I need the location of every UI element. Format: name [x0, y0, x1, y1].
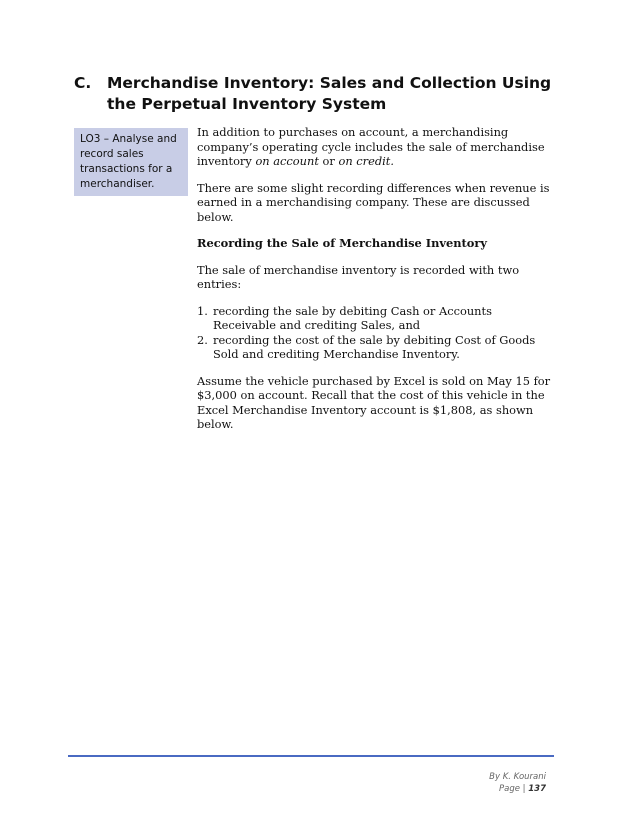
paragraph-4: Assume the vehicle purchased by Excel is sold on May 15 for $3,000 on account. Recall that the cost of this vehicle in the Excel Merchandise Inventory account is $1,808, as shown below.	[197, 373, 551, 431]
subheading: Recording the Sale of Merchandise Inventory	[197, 236, 488, 250]
list-item	[197, 304, 557, 333]
learning-objective-box	[74, 128, 188, 196]
list-item	[197, 333, 557, 362]
list-text: recording the sale by debiting Cash or Accounts Receivable and crediting Sales, and	[213, 303, 492, 332]
footer-page-number: 137	[528, 784, 546, 794]
footer-author: By K. Kourani	[489, 772, 546, 782]
paragraph-2: There are some slight recording differences when revenue is earned in a merchandising company. These are discussed below.	[197, 180, 550, 224]
main-content	[197, 125, 557, 444]
learning-objective-text: LO3 – Analyse and record sales transactions for a merchandiser.	[80, 133, 177, 190]
section-title: Merchandise Inventory: Sales and Collection Using the Perpetual Inventory System	[107, 74, 552, 113]
section-letter: C.	[74, 74, 92, 92]
paragraph-1-start: In addition to purchases on account, a merchandising company’s operating cycle includes the sale of merchandise inventory	[197, 125, 545, 168]
entries-list	[197, 304, 557, 362]
section-heading	[74, 73, 574, 115]
paragraph-1-mid: or	[318, 154, 339, 168]
list-text: recording the cost of the sale by debiting Cost of Goods Sold and crediting Merchandise Inventory.	[213, 332, 536, 361]
paragraph-1-emphasis-1: on account	[255, 154, 319, 168]
paragraph-1-emphasis-2: on credit.	[338, 154, 394, 168]
page-footer	[489, 771, 546, 795]
paragraph-1	[197, 125, 557, 169]
list-number: 1.	[197, 303, 208, 318]
footer-divider	[68, 755, 554, 757]
list-number: 2.	[197, 332, 208, 347]
footer-page-label: Page |	[499, 784, 529, 794]
footer-page	[489, 783, 546, 795]
paragraph-3: The sale of merchandise inventory is recorded with two entries:	[197, 262, 520, 291]
